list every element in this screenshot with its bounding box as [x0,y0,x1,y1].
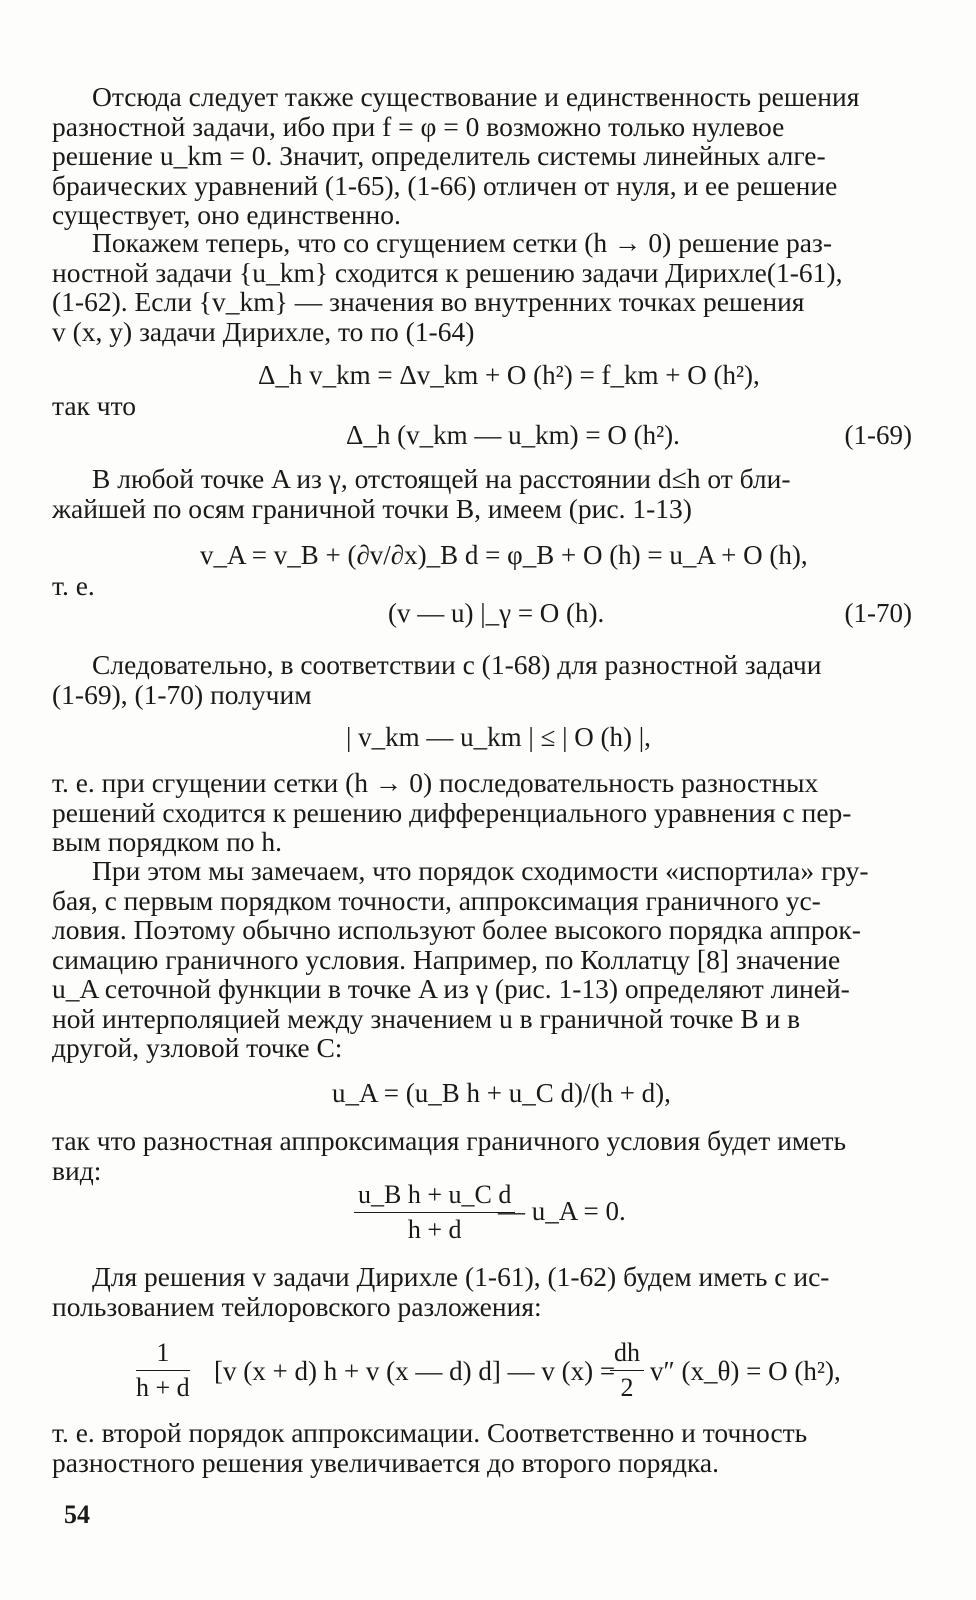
text-line: решение u_km = 0. Значит, определитель системы линейных алге- [52,140,826,171]
label-t-e: т. е. [52,570,95,601]
text-line: ловия. Поэтому обычно используют более высокого порядка аппрок- [52,914,861,945]
equation-1-69: Δ_h (v_km — u_km) = O (h²). [346,420,680,450]
equation-2: v_A = v_B + (∂v/∂x)_B d = φ_B + O (h) = u_A + O (h), [200,540,808,570]
text-line: браических уравнений (1-65), (1-66) отличен от нуля, и ее решение [52,169,838,201]
text-line: Следовательно, в соответствии с (1-68) для разностной задачи [92,649,822,680]
paragraph-3 [52,464,912,523]
equation-5-fraction [354,1180,515,1245]
equation-6-derivative-fraction [610,1338,644,1403]
paragraph-7 [52,1126,912,1185]
fraction-denominator: 2 [620,1373,634,1402]
text-line: так что разностная аппроксимация граничного условия будет иметь [52,1125,847,1156]
equation-number-1-70: (1-70) [844,598,912,628]
paragraph-6 [52,856,912,1063]
label-tak-chto: так что [52,390,137,421]
fraction-numerator: 1 [136,1338,190,1371]
text-line: решений сходится к решению дифференциального уравнения с пер- [52,796,852,828]
equation-6-rest: v″ (x_θ) = O (h²), [650,1356,841,1386]
equation-6-fraction [136,1338,190,1403]
paragraph-1 [52,82,912,230]
text-line: u_A сеточной функции в точке A из γ (рис. 1-13) определяют линей- [52,973,850,1004]
text-line: жайшей по осям граничной точки B, имеем (рис. 1-13) [52,492,692,524]
text-line: разностной задачи, ибо при f = φ = 0 возможно только нулевое [52,110,785,142]
equation-6-middle: [v (x + d) h + v (x — d) d] — v (x) = [214,1356,616,1386]
equation-1-70: (v — u) |_γ = O (h). [388,598,605,628]
text-line: существует, оно единственно. [52,199,401,230]
text-line: Для решения v задачи Дирихле (1-61), (1-62) будем иметь с ис- [92,1261,830,1292]
equation-1: Δ_h v_km = Δv_km + O (h²) = f_km + O (h²), [258,360,760,390]
paragraph-4 [52,650,912,709]
text-line: другой, узловой точке C: [52,1032,343,1063]
equation-3: | v_km — u_km | ≤ | O (h) |, [346,722,651,752]
text-line: Покажем теперь, что со сгущением сетки (h → 0) решение раз- [92,227,833,258]
text-line: ной интерполяцией между значением u в граничной точке B и в [52,1002,801,1034]
text-line: вым порядком по h. [52,826,283,857]
text-line: т. е. при сгущении сетки (h → 0) последовательность разностных [52,767,819,798]
equation-5-rest: — u_A = 0. [498,1196,626,1226]
fraction-numerator: u_B h + u_C d [354,1180,515,1213]
fraction-numerator: dh [610,1338,644,1371]
text-line: v (x, y) задачи Дирихле, то по (1-64) [52,315,475,347]
text-line: В любой точке A из γ, отстоящей на расстоянии d≤h от бли- [92,463,791,494]
text-line: Отсюда следует также существование и единственность решения [92,81,860,112]
text-line: бая, с первым порядком точности, аппроксимация граничного ус- [52,884,821,916]
text-line: пользованием тейлоровского разложения: [52,1290,542,1322]
text-line: разностного решения увеличивается до второго порядка. [52,1446,719,1478]
fraction-denominator: h + d [136,1373,190,1402]
text-line: (1-69), (1-70) получим [52,678,312,710]
equation-4: u_A = (u_B h + u_C d)/(h + d), [332,1078,671,1108]
equation-number-1-69: (1-69) [844,420,912,450]
text-line: вид: [52,1154,102,1186]
text-line: симацию граничного условия. Например, по Коллатцу [8] значение [52,943,841,975]
text-line: (1-62). Если {v_km} — значения во внутренних точках решения [52,286,805,317]
paragraph-8 [52,1262,912,1321]
text-line: ностной задачи {u_km} сходится к решению задачи Дирихле(1-61), [52,256,843,288]
paragraph-5 [52,768,912,857]
text-line: т. е. второй порядок аппроксимации. Соответственно и точность [52,1417,808,1448]
text-line: При этом мы замечаем, что порядок сходимости «испортила» гру- [92,855,869,886]
fraction-denominator: h + d [407,1215,462,1244]
paragraph-2 [52,228,912,346]
page-number: 54 [64,1500,90,1529]
paragraph-9 [52,1418,912,1477]
